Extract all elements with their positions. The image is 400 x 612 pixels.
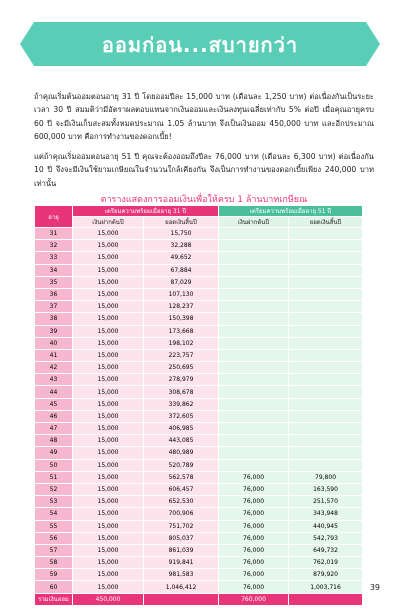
deposit-51-cell: 76,000 xyxy=(219,532,289,544)
age-cell: 34 xyxy=(35,264,73,276)
total-label: รวมเงินออม xyxy=(35,593,73,605)
deposit-31-cell: 15,000 xyxy=(73,544,144,556)
table-row xyxy=(35,301,363,313)
balance-51-cell xyxy=(289,325,363,337)
page-title: ออมก่อน...สบายกว่า xyxy=(101,33,299,57)
age-cell: 56 xyxy=(35,532,73,544)
deposit-51-cell xyxy=(219,447,289,459)
table-row xyxy=(35,410,363,422)
balance-31-cell: 751,702 xyxy=(144,520,219,532)
table-row xyxy=(35,398,363,410)
table-row xyxy=(35,569,363,581)
deposit-31-cell: 15,000 xyxy=(73,264,144,276)
table-row xyxy=(35,325,363,337)
balance-51-cell: 879,920 xyxy=(289,569,363,581)
balance-51-cell xyxy=(289,240,363,252)
deposit-31-cell: 15,000 xyxy=(73,325,144,337)
balance-51-cell: 343,948 xyxy=(289,508,363,520)
deposit-51-cell xyxy=(219,337,289,349)
deposit-31-cell: 15,000 xyxy=(73,557,144,569)
age-cell: 57 xyxy=(35,544,73,556)
deposit-31-cell: 15,000 xyxy=(73,471,144,483)
deposit-51-cell xyxy=(219,325,289,337)
deposit-31-cell: 15,000 xyxy=(73,496,144,508)
total-row xyxy=(35,593,363,605)
deposit-31-cell: 15,000 xyxy=(73,362,144,374)
balance-51-cell xyxy=(289,423,363,435)
balance-51-cell xyxy=(289,288,363,300)
age-cell: 44 xyxy=(35,386,73,398)
balance-31-cell: 87,029 xyxy=(144,276,219,288)
deposit-51-cell xyxy=(219,423,289,435)
age-header: อายุ xyxy=(35,206,73,228)
balance-31-cell: 67,884 xyxy=(144,264,219,276)
balance-51-cell xyxy=(289,410,363,422)
balance-31-cell: 520,789 xyxy=(144,459,219,471)
table-body xyxy=(35,228,363,594)
deposit-31-cell: 15,000 xyxy=(73,252,144,264)
balance-51-cell xyxy=(289,374,363,386)
age-cell: 40 xyxy=(35,337,73,349)
table-row xyxy=(35,313,363,325)
age-cell: 59 xyxy=(35,569,73,581)
deposit-31-cell: 15,000 xyxy=(73,520,144,532)
age-cell: 47 xyxy=(35,423,73,435)
deposit-31-cell: 15,000 xyxy=(73,483,144,495)
table-row xyxy=(35,386,363,398)
deposit-51-cell: 76,000 xyxy=(219,581,289,593)
table-row xyxy=(35,496,363,508)
deposit-31-cell: 15,000 xyxy=(73,581,144,593)
age-cell: 32 xyxy=(35,240,73,252)
table-row xyxy=(35,435,363,447)
deposit-51-cell: 76,000 xyxy=(219,544,289,556)
age-cell: 60 xyxy=(35,581,73,593)
deposit-31-cell: 15,000 xyxy=(73,435,144,447)
deposit-51-cell: 76,000 xyxy=(219,496,289,508)
balance-51-cell xyxy=(289,447,363,459)
deposit-51-cell xyxy=(219,349,289,361)
deposit-31-cell: 15,000 xyxy=(73,313,144,325)
table-row xyxy=(35,532,363,544)
age-cell: 35 xyxy=(35,276,73,288)
balance-31-cell: 652,530 xyxy=(144,496,219,508)
balance-51-cell xyxy=(289,276,363,288)
table-row xyxy=(35,337,363,349)
deposit-51-cell xyxy=(219,301,289,313)
deposit-51-cell: 76,000 xyxy=(219,569,289,581)
balance-51-cell: 1,003,716 xyxy=(289,581,363,593)
deposit-31-cell: 15,000 xyxy=(73,532,144,544)
deposit-31-cell: 15,000 xyxy=(73,276,144,288)
deposit-51-cell: 76,000 xyxy=(219,557,289,569)
table-title: ตารางแสดงการออมเงินเพื่อให้ครบ 1 ล้านบาทเกษียณ xyxy=(100,195,308,205)
balance-31-cell: 805,037 xyxy=(144,532,219,544)
table-row xyxy=(35,557,363,569)
deposit-51-cell: 76,000 xyxy=(219,520,289,532)
balance-51-cell: 762,019 xyxy=(289,557,363,569)
total-31-empty xyxy=(144,593,219,605)
age-cell: 48 xyxy=(35,435,73,447)
table-row xyxy=(35,374,363,386)
balance-31-cell: 49,652 xyxy=(144,252,219,264)
deposit-51-cell xyxy=(219,362,289,374)
balance-31-cell: 173,668 xyxy=(144,325,219,337)
balance-51-cell xyxy=(289,459,363,471)
balance-51-cell: 163,590 xyxy=(289,483,363,495)
deposit-31-cell: 15,000 xyxy=(73,423,144,435)
balance-31-cell: 32,288 xyxy=(144,240,219,252)
table-row xyxy=(35,483,363,495)
balance-31-cell: 250,695 xyxy=(144,362,219,374)
deposit-51-cell xyxy=(219,264,289,276)
balance-31-cell: 981,583 xyxy=(144,569,219,581)
deposit-51-cell xyxy=(219,459,289,471)
balance-31-cell: 861,039 xyxy=(144,544,219,556)
table-row xyxy=(35,264,363,276)
deposit-31-cell: 15,000 xyxy=(73,349,144,361)
balance-51-cell xyxy=(289,301,363,313)
deposit-51-cell xyxy=(219,398,289,410)
table-row xyxy=(35,459,363,471)
balance-31-cell: 198,102 xyxy=(144,337,219,349)
balance-31-cell: 406,985 xyxy=(144,423,219,435)
table-row xyxy=(35,520,363,532)
page-number: 39 xyxy=(369,583,380,592)
balance-31-cell: 128,237 xyxy=(144,301,219,313)
deposit-51-cell xyxy=(219,313,289,325)
deposit-header-31: เงินฝากต้นปี xyxy=(73,217,144,228)
balance-51-cell: 79,800 xyxy=(289,471,363,483)
age-cell: 36 xyxy=(35,288,73,300)
title-banner xyxy=(34,22,366,66)
balance-31-cell: 278,979 xyxy=(144,374,219,386)
deposit-51-cell xyxy=(219,228,289,240)
deposit-31-cell: 15,000 xyxy=(73,228,144,240)
balance-51-cell xyxy=(289,228,363,240)
deposit-51-cell xyxy=(219,288,289,300)
balance-31-cell: 700,906 xyxy=(144,508,219,520)
paragraph-1: ถ้าคุณเริ่มต้นออมตอนอายุ 31 ปี โดยออมปีละ 15,000 บาท (เดือนละ 1,250 บาท) ต่อเนื่องกันเป็นระยะเวลา 30 ปี สมมติว่ามีอัตราผลตอบแทนจากเงินออมและเงินลงทุนเฉลี่ยเท่ากับ 5% ต่อปี เมื่อคุณอายุครบ 60 ปี จะมีเงินเก็บสะสมทั้งหมดประมาณ 1.05 ล้านบาท จึงเป็นเงินออม 450,000 บาท และอีกประมาณ 600,000 บาท คือการทำงานของดอกเบี้ย! xyxy=(34,92,374,141)
deposit-31-cell: 15,000 xyxy=(73,508,144,520)
group-51-header: เตรียมความพร้อมเมื่ออายุ 51 ปี xyxy=(219,206,363,217)
deposit-31-cell: 15,000 xyxy=(73,374,144,386)
age-cell: 37 xyxy=(35,301,73,313)
table-row xyxy=(35,240,363,252)
table-row xyxy=(35,228,363,240)
balance-51-cell: 542,793 xyxy=(289,532,363,544)
table-row xyxy=(35,544,363,556)
table-row xyxy=(35,423,363,435)
deposit-51-cell xyxy=(219,240,289,252)
balance-51-cell xyxy=(289,337,363,349)
deposit-31-cell: 15,000 xyxy=(73,410,144,422)
table-row xyxy=(35,252,363,264)
savings-table xyxy=(34,205,363,606)
deposit-51-cell: 76,000 xyxy=(219,508,289,520)
balance-51-cell xyxy=(289,313,363,325)
balance-31-cell: 223,757 xyxy=(144,349,219,361)
balance-31-cell: 443,085 xyxy=(144,435,219,447)
deposit-31-cell: 15,000 xyxy=(73,398,144,410)
balance-51-cell xyxy=(289,386,363,398)
age-cell: 43 xyxy=(35,374,73,386)
deposit-51-cell xyxy=(219,386,289,398)
deposit-31-cell: 15,000 xyxy=(73,447,144,459)
table-row xyxy=(35,581,363,593)
table-row xyxy=(35,471,363,483)
deposit-51-cell xyxy=(219,435,289,447)
balance-31-cell: 107,130 xyxy=(144,288,219,300)
group-31-header: เตรียมความพร้อมเมื่ออายุ 31 ปี xyxy=(73,206,219,217)
age-cell: 39 xyxy=(35,325,73,337)
paragraph-2: แต่ถ้าคุณเริ่มออมตอนอายุ 51 ปี คุณจะต้องออมถึงปีละ 76,000 บาท (เดือนละ 6,300 บาท) ต่อเนื่องกัน 10 ปี จึงจะมีเงินใช้ยามเกษียณในจำนวนใกล้เคียงกัน จึงเป็นการทำงานของดอกเบี้ยเพียง 240,000 บาท เท่านั้น xyxy=(34,152,374,188)
age-cell: 31 xyxy=(35,228,73,240)
age-cell: 45 xyxy=(35,398,73,410)
age-cell: 46 xyxy=(35,410,73,422)
deposit-31-cell: 15,000 xyxy=(73,240,144,252)
deposit-31-cell: 15,000 xyxy=(73,301,144,313)
balance-31-cell: 15,750 xyxy=(144,228,219,240)
balance-31-cell: 308,678 xyxy=(144,386,219,398)
age-cell: 55 xyxy=(35,520,73,532)
balance-31-cell: 919,841 xyxy=(144,557,219,569)
total-51-empty xyxy=(289,593,363,605)
balance-51-cell xyxy=(289,252,363,264)
age-cell: 41 xyxy=(35,349,73,361)
deposit-31-cell: 15,000 xyxy=(73,386,144,398)
age-cell: 42 xyxy=(35,362,73,374)
balance-31-cell: 480,989 xyxy=(144,447,219,459)
table-row xyxy=(35,447,363,459)
balance-31-cell: 339,862 xyxy=(144,398,219,410)
total-31: 450,000 xyxy=(73,593,144,605)
age-cell: 54 xyxy=(35,508,73,520)
age-cell: 38 xyxy=(35,313,73,325)
balance-51-cell xyxy=(289,435,363,447)
deposit-31-cell: 15,000 xyxy=(73,288,144,300)
balance-31-cell: 372,605 xyxy=(144,410,219,422)
deposit-31-cell: 15,000 xyxy=(73,569,144,581)
age-cell: 53 xyxy=(35,496,73,508)
age-cell: 33 xyxy=(35,252,73,264)
deposit-51-cell xyxy=(219,410,289,422)
balance-header-31: ยอดเงินสิ้นปี xyxy=(144,217,219,228)
balance-31-cell: 150,398 xyxy=(144,313,219,325)
deposit-31-cell: 15,000 xyxy=(73,459,144,471)
deposit-header-51: เงินฝากต้นปี xyxy=(219,217,289,228)
deposit-51-cell: 76,000 xyxy=(219,483,289,495)
balance-51-cell: 440,945 xyxy=(289,520,363,532)
balance-header-51: ยอดเงินสิ้นปี xyxy=(289,217,363,228)
balance-51-cell: 649,732 xyxy=(289,544,363,556)
deposit-31-cell: 15,000 xyxy=(73,337,144,349)
age-cell: 52 xyxy=(35,483,73,495)
table-row xyxy=(35,362,363,374)
age-cell: 51 xyxy=(35,471,73,483)
age-cell: 50 xyxy=(35,459,73,471)
deposit-51-cell: 76,000 xyxy=(219,471,289,483)
age-cell: 49 xyxy=(35,447,73,459)
balance-51-cell xyxy=(289,362,363,374)
table-row xyxy=(35,349,363,361)
age-cell: 58 xyxy=(35,557,73,569)
table-row xyxy=(35,288,363,300)
balance-31-cell: 1,046,412 xyxy=(144,581,219,593)
total-51: 760,000 xyxy=(219,593,289,605)
deposit-51-cell xyxy=(219,252,289,264)
deposit-51-cell xyxy=(219,374,289,386)
table-row xyxy=(35,276,363,288)
balance-31-cell: 562,578 xyxy=(144,471,219,483)
balance-51-cell xyxy=(289,264,363,276)
deposit-51-cell xyxy=(219,276,289,288)
table-row xyxy=(35,508,363,520)
balance-51-cell xyxy=(289,398,363,410)
balance-31-cell: 606,457 xyxy=(144,483,219,495)
balance-51-cell: 251,570 xyxy=(289,496,363,508)
balance-51-cell xyxy=(289,349,363,361)
